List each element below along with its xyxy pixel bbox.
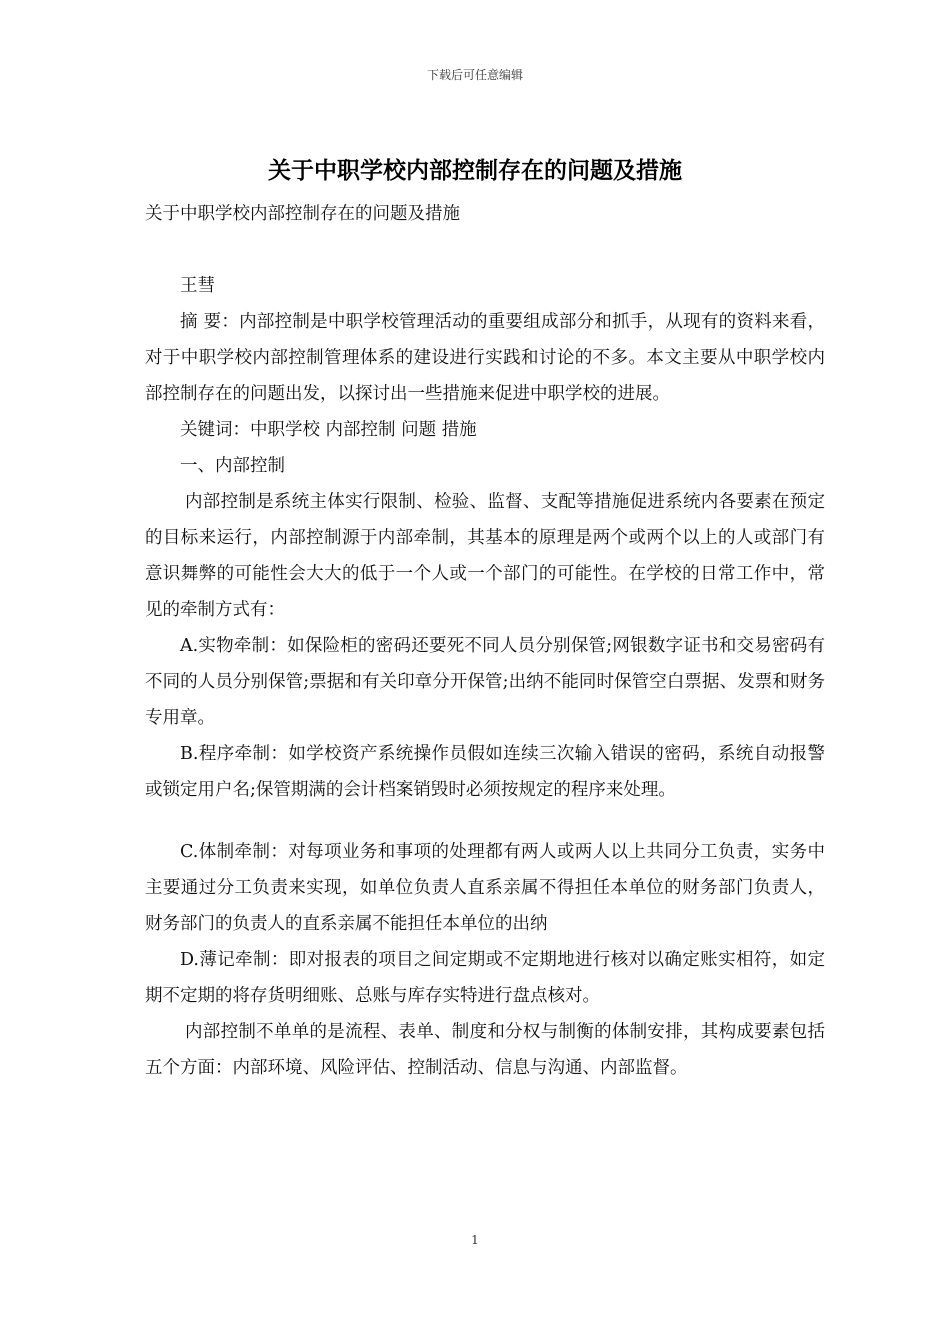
subtitle: 关于中职学校内部控制存在的问题及措施 (145, 204, 460, 224)
section-heading: 一、内部控制 (180, 456, 285, 476)
list-item-c: C.体制牵制：对每项业务和事项的处理都有两人或两人以上共同分工负责，实务中主要通过分工负责来实现，如单位负责人直系亲属不得担任本单位的财务部门负责人，财务部门的负责人的直系亲属不能担任本单位的出纳 (145, 842, 825, 934)
list-item-b: B.程序牵制：如学校资产系统操作员假如连续三次输入错误的密码，系统自动报警或锁定用户名;保管期满的会计档案销毁时必须按规定的程序来处理。 (145, 744, 825, 800)
page-number: 1 (471, 1233, 479, 1247)
page-header: 下载后可任意编辑 (426, 68, 523, 82)
document-title: 关于中职学校内部控制存在的问题及措施 (268, 157, 682, 184)
paragraph: 内部控制是系统主体实行限制、检验、监督、支配等措施促进系统内各要素在预定的目标来运行，内部控制源于内部牵制，其基本的原理是两个或两个以上的人或部门有意识舞弊的可能性会大大的低于一个人或一个部门的可能性。在学校的日常工作中，常见的牵制方式有： (145, 492, 825, 620)
spacer (145, 808, 825, 834)
abstract: 摘 要：内部控制是中职学校管理活动的重要组成部分和抓手，从现有的资料来看，对于中职学校内部控制管理体系的建设进行实践和讨论的不多。本文主要从中职学校内部控制存在的问题出发，以探讨出一些措施来促进中职学校的进展。 (145, 312, 825, 404)
spacer (145, 232, 825, 268)
paragraph: 内部控制不单单的是流程、表单、制度和分权与制衡的体制安排，其构成要素包括五个方面：内部环境、风险评估、控制活动、信息与沟通、内部监督。 (145, 1022, 825, 1078)
list-item-d: D.薄记牵制：即对报表的项目之间定期或不定期地进行核对以确定账实相符，如定期不定期的将存货明细账、总账与库存实特进行盘点核对。 (145, 950, 825, 1006)
document-body (145, 196, 825, 1086)
keywords: 关键词：中职学校 内部控制 问题 措施 (180, 420, 477, 440)
list-item-a: A.实物牵制：如保险柜的密码还要死不同人员分别保管;网银数字证书和交易密码有不同的人员分别保管;票据和有关印章分开保管;出纳不能同时保管空白票据、发票和财务专用章。 (145, 636, 825, 728)
author: 王彗 (180, 276, 215, 296)
